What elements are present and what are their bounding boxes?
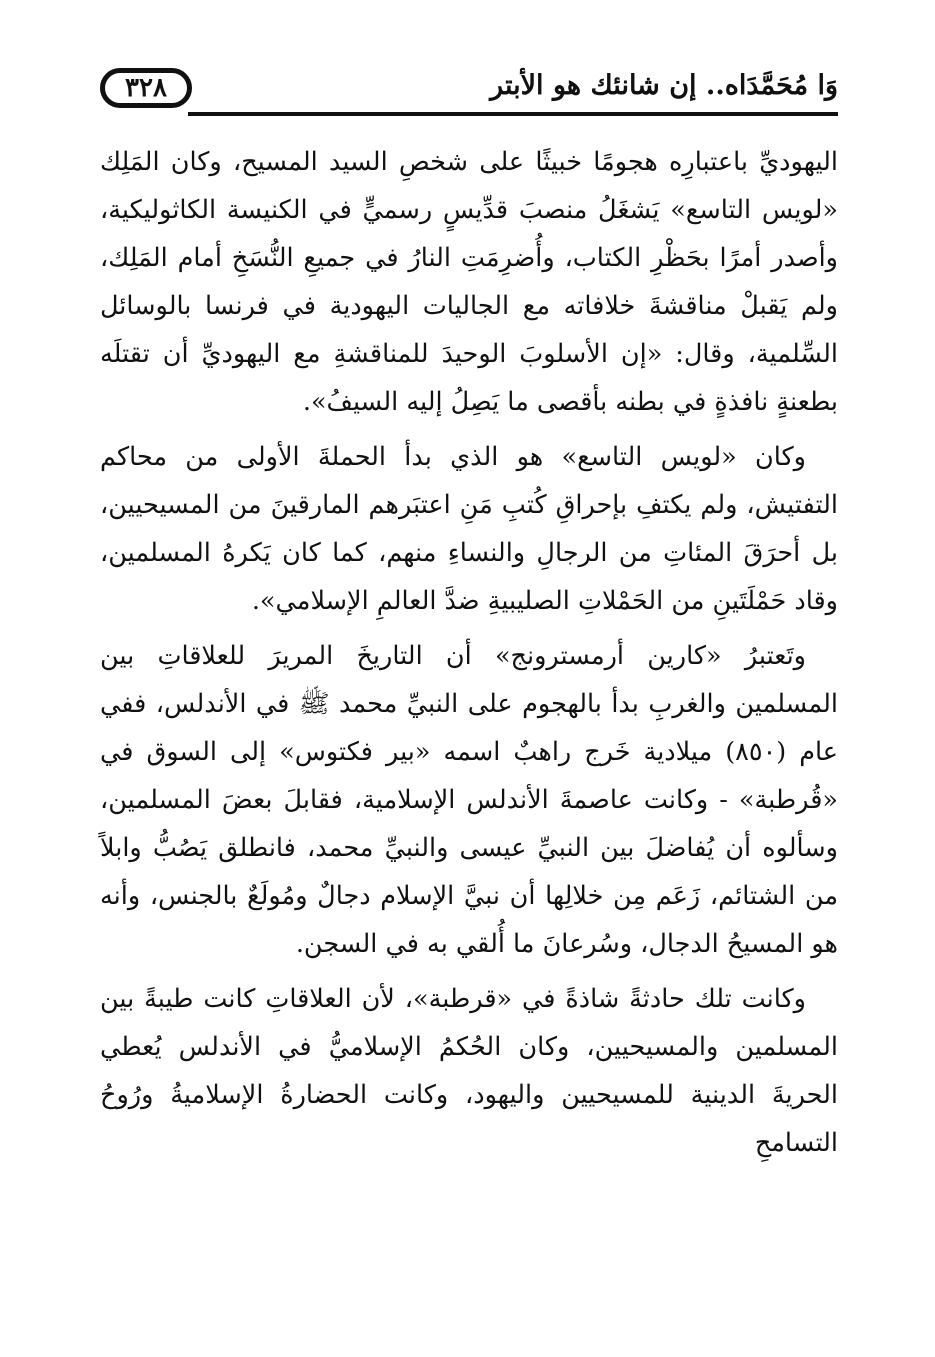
page-number: ٣٢٨: [125, 73, 167, 103]
page-number-badge: [100, 68, 192, 108]
paragraph-1: اليهوديِّ باعتبارِه هجومًا خبيثًا على شخصِ السيد المسيح، وكان المَلِك «لويس التاسع» يَشغَلُ منصبَ قدِّيسٍ رسميٍّ في الكنيسة الكاثوليكية، وأصدر أمرًا بحَظْرِ الكتاب، وأُضرِمَتِ النارُ في جميعِ النُّسَخِ أمام المَلِك، ولم يَقبلْ مناقشةَ خلافاته مع الجاليات اليهودية في فرنسا بالوسائل السِّلمية، وقال: «إن الأسلوبَ الوحيدَ للمناقشةِ مع اليهوديِّ أن تقتلَه بطعنةٍ نافذةٍ في بطنه بأقصى ما يَصِلُ إليه السيفُ».: [100, 147, 839, 417]
paragraph-3: وتَعتبرُ «كارين أرمسترونج» أن التاريخَ المريرَ للعلاقاتِ بين المسلمين والغربِ بدأ بالهجوم على النبيِّ محمد ﷺ في الأندلس، ففي عام (٨٥٠) ميلادية خَرج راهبٌ اسمه «بير فكتوس» إلى السوق في «قُرطبة» - وكانت عاصمةَ الأندلس الإسلامية، فقابلَ بعضَ المسلمين، وسألوه أن يُفاضلَ بين النبيِّ عيسى والنبيِّ محمد، فانطلق يَصُبُّ وابلاً من الشتائم، زَعَم مِن خلالِها أن نبيَّ الإسلام دجالٌ ومُولَعٌ بالجنس، وأنه هو المسيحُ الدجال، وسُرعانَ ما أُلقي به في السجن.: [100, 641, 838, 959]
header-rule: [188, 112, 838, 116]
running-title: وَا مُحَمَّدَاه.. إن شانئك هو الأبتر: [490, 70, 838, 101]
paragraph-2: وكان «لويس التاسع» هو الذي بدأ الحملةَ الأولى من محاكم التفتيش، ولم يكتفِ بإحراقِ كُتبِ مَنِ اعتبَرهم المارقينَ من المسيحيين، بل أحرَقَ المئاتِ من الرجالِ والنساءِ منهم، كما كان يَكرهُ المسلمين، وقاد حَمْلَتَينِ من الحَمْلاتِ الصليبيةِ ضدَّ العالمِ الإسلامي».: [100, 442, 838, 616]
page-header: [100, 64, 838, 116]
paragraph-4: وكانت تلك حادثةً شاذةً في «قرطبة»، لأن العلاقاتِ كانت طيبةً بين المسلمين والمسيحيين، وكان الحُكمُ الإسلاميُّ في الأندلس يُعطي الحريةَ الدينية للمسيحيين واليهود، وكانت الحضارةُ الإسلاميةُ ورُوحُ التسامحِ: [100, 984, 838, 1158]
body-text: [100, 138, 838, 1174]
